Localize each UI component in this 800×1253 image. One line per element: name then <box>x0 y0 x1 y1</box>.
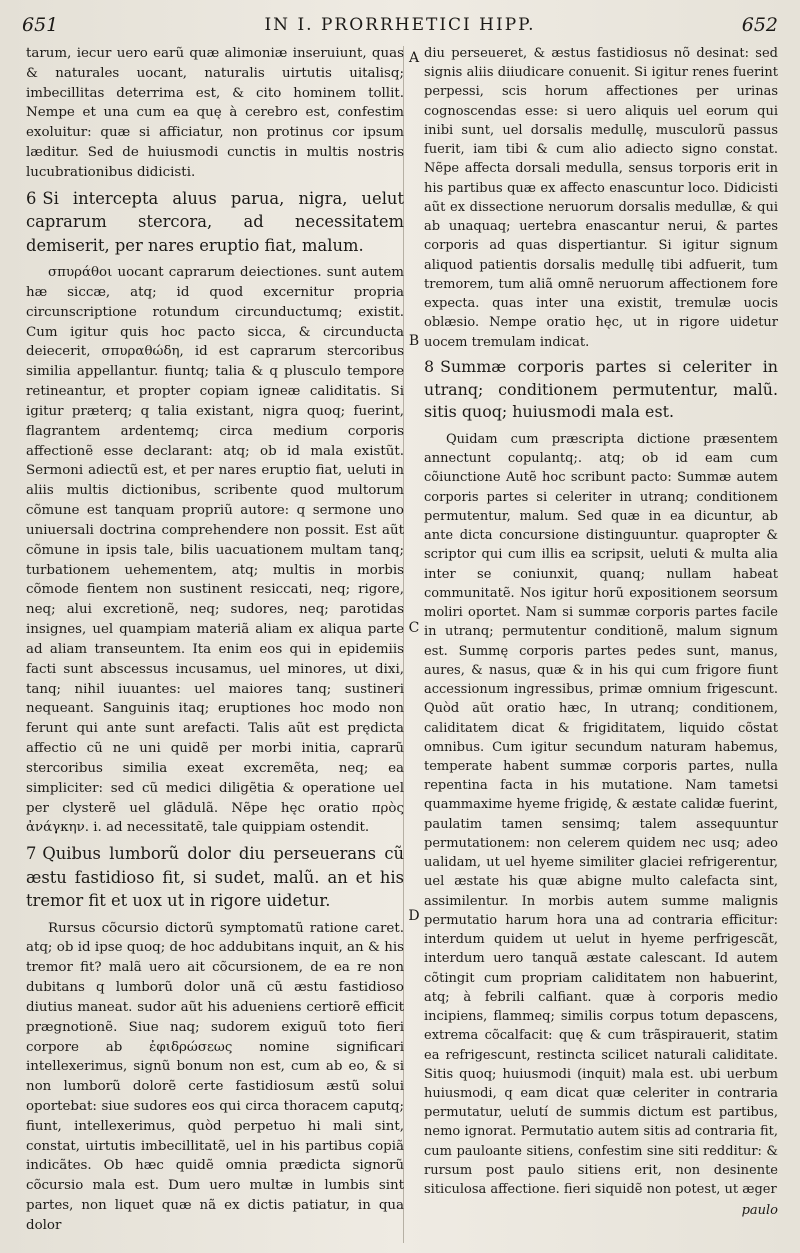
aphorism-number: 8 <box>424 356 435 376</box>
aphorism-number: 6 <box>26 188 37 208</box>
aphorism-7 <box>26 842 404 912</box>
paragraph: tarum, iecur uero earũ quæ alimoniæ inseruiunt, quas & naturales uocant, naturalis uirtutis uitalisq; imbecillitas deterrima est, & cito hominem tollit. Nempe et una cum ea quę à cerebro est, confestim exoluitur: quæ si afficiatur, non protinus cor ipsum læditur. Sed de huiusmodi cunctis in multis nostris lucubrationibus didicisti. <box>26 46 404 180</box>
aphorism-8 <box>424 356 778 424</box>
paragraph: Quidam cum præscripta dictione præsentem annectunt copulantq;. atq; ob id eam cum cõiunctione Autẽ hoc scribunt pacto: Summæ autem corporis partes si celeriter in utranq; conditionem permutentur, malum. Sed quæ in ea dicuntur, ab ante dicta concursione distinguuntur. quapropter & scriptor qui cum illis ea scripsit, ueluti & multa alia inter se coniunxit, quanq; nullam habeat communitatẽ. Nos igitur horũ expositionem seorsum moliri oportet. Nam si summæ corporis partes facile in utranq; permutentur conditionẽ, malum signum est. Summę corporis partes pedes sunt, manus, aures, & nasus, quæ & in his qui cum frigore fiunt accessionum ingressibus, primæ omnium frigescunt. Quòd aũt oratio hæc, In utranq; conditionem, caliditatem dicat & frigiditatem, liquido cõstat omnibus. Cum igitur secundum naturam habemus, temperate habent summæ corporis partes, nulla repentina facta in his mutatione. Nam tametsi quammaxime hyeme frigidę, & æstate calidæ fuerint, paulatim tamen sensimq; talem assequuntur permutationem: non celerem quidem nec usq; adeo ualidam, ut uel hyeme similiter glaciei refrigerentur, uel æstate his quæ abigne multo calefacta sint, assimilentur. In morbis autem summe malignis permutatio harum hora una ad contraria efficitur: interdum quidem ut uelut in hyeme perfrigescãt, interdum uero tanquã æstate calescant. Id autem cõtingit cum propriam caliditatem non habuerint, atq; à febrili calfiant. quæ à corporis medio incipiens, flammeq; similis corpus totum depascens, extrema cõcalfacit: quę & cum trãspirauerit, statim ea refrigescunt, restincta scilicet naturali caliditate. Sitis quoq; huiusmodi (inquit) mala est. ubi uerbum huiusmodi, q eam dicat quæ celeriter in contraria permutatur, uelutí de summis dictum est partibus, nemo ignorat. Permutatio autem sitis ad contraria fit, cum pauloante sitiens, confestim sine siti redditur: & rursum post paulo sitiens erit, non desinente siticulosa affectione. fieri siquidẽ non potest, ut æger <box>424 432 778 1198</box>
catchword: paulo <box>741 1203 778 1219</box>
left-column <box>26 44 404 1241</box>
running-title: IN I. PRORRHETICI HIPP. <box>264 15 536 35</box>
margin-letter-d: D <box>408 908 420 924</box>
right-page-number: 652 <box>741 14 778 36</box>
aphorism-text: Summæ corporis partes si celeriter in utranq; conditionem permutentur, malũ. sitis quoq; huiusmodi mala est. <box>424 356 778 422</box>
margin-letter-a: A <box>408 50 420 66</box>
aphorism-text: Si intercepta aluus parua, nigra, uelut caprarum stercora, ad necessitatem demiserit, per nares eruptio fiat, malum. <box>26 188 404 255</box>
aphorism-number: 7 <box>26 844 37 864</box>
right-column <box>424 44 778 1241</box>
margin-letter-b: B <box>408 333 420 349</box>
paragraph: σπυράθοι uocant caprarum deiectiones. sunt autem hæ siccæ, atq; id quod excernitur propria circunscriptione rotundum circunductumq; existit. Cum igitur quis hoc pacto sicca, & circunducta deiecerit, σπυραθώδη, id est caprarum stercoribus similia appellantur. fiuntq; talia & q plusculo tempore retineantur, et propter copiam igneæ caliditatis. Si igitur præterq; q talia existant, nigra quoq; fuerint, flagrantem ardentemq; circa medium corporis affectionẽ esse declarant: atq; ob id mala existũt. Sermoni adiectũ est, et per nares eruptio fiat, ueluti in aliis multis dictionibus, scribente quod multorum cõmune est tanquam propriũ autore: q sermone uno uniuersali doctrina comprehendere non possit. Est aũt cõmune in ipsis tale, bilis uacuationem multam tanq; turbationem uehementem, atq; multis in morbis cõmode fientem non sustinent resiccati, neq; rigore, neq; alui excretionẽ, neq; sudores, neq; parotidas insignes, uel quampiam materiã aliam ex aliqua parte ad aliam transeuntem. Ita enim eos qui in epidemiis facti sunt abscessus incusamus, uel minores, ut dixi, tanq; nihil iuuantes: uel maiores tanq; sustineri nequeant. Sanguinis itaq; eruptiones hoc modo non ferunt qui ante sunt arefacti. Talis aũt est prędicta affectio cũ ne uni quidẽ per morbi initia, caprarũ stercoribus similia exeat excremẽta, neq; ea simpliciter: sed cũ medici diligẽtia & operatione uel per clysterẽ uel glãdulã. Nẽpe hęc oratio πρὸς ἀνάγκην. i. ad necessitatẽ, tale quippiam ostendit. <box>26 265 404 836</box>
aphorism-6 <box>26 187 404 257</box>
aphorism-text: Quibus lumborũ dolor diu perseuerans cũ æstu fastidioso fit, si sudet, malũ. an et his tremor fit et uox ut in rigore uidetur. <box>26 844 404 911</box>
paragraph: Rursus cõcursio dictorũ symptomatũ ratione caret. atq; ob id ipse quoq; de hoc addubitans inquit, an & his tremor fit? malã uero ait cõcursionem, de ea re non dubitans q lumborũ dolor unã cũ æstu fastidioso diutius maneat. sudor aũt his adueniens certiorẽ efficit prægnotionẽ. Siue naq; sudorem exiguũ toto fieri corpore ab ἐφιδρώσεως nomine significari intellexerimus, signũ bonum non est, cum ab eo, & si non lumborũ dolorẽ certe fastidiosum æstũ solui oportebat: siue sudores eos qui circa thoracem caputq; fiunt, intellexerimus, quòd perpetuo hi mali sint, constat, uirtutis imbecillitatẽ, uel in his partibus copiã indicãtes. Ob hæc quidẽ omnia prædicta signorũ cõcursio mala est. Dum uero multæ in lumbis sint partes, non liquet quæ nã ex dictis patiatur, in qua dolor <box>26 920 404 1233</box>
left-page-number: 651 <box>22 14 59 36</box>
margin-letter-c: C <box>408 620 420 636</box>
paragraph: diu perseueret, & æstus fastidiosus nõ desinat: sed signis aliis diiudicare conuenit. Si igitur renes fuerint perpessi, scis horum affectiones per urinas cognoscendas esse: si uero aliquis uel eorum qui inibi sunt, uel dorsalis medullę, musculorũ passus fuerit, iam tibi & cum alio adiecto signo constat. Nẽpe affecta dorsali medulla, sensus torporis erit in his partibus quæ ex affecto enascuntur loco. Didicisti aũt ex dissectione neruorum dorsalis medullæ, & qui ab unaquaq; uertebra enascantur nerui, & partes corporis ad quas dispertiantur. Si igitur signum aliquod patientis dorsalis medullę tibi adfuerit, tum tremorem, tum aliã omnẽ neruorum affectionem fore expecta. quas inter una existit, tremulæ uocis oblæsio. Nempe oratio hęc, ut in rigore uidetur uocem tremulam indicat. <box>424 46 778 350</box>
running-header <box>22 10 778 40</box>
